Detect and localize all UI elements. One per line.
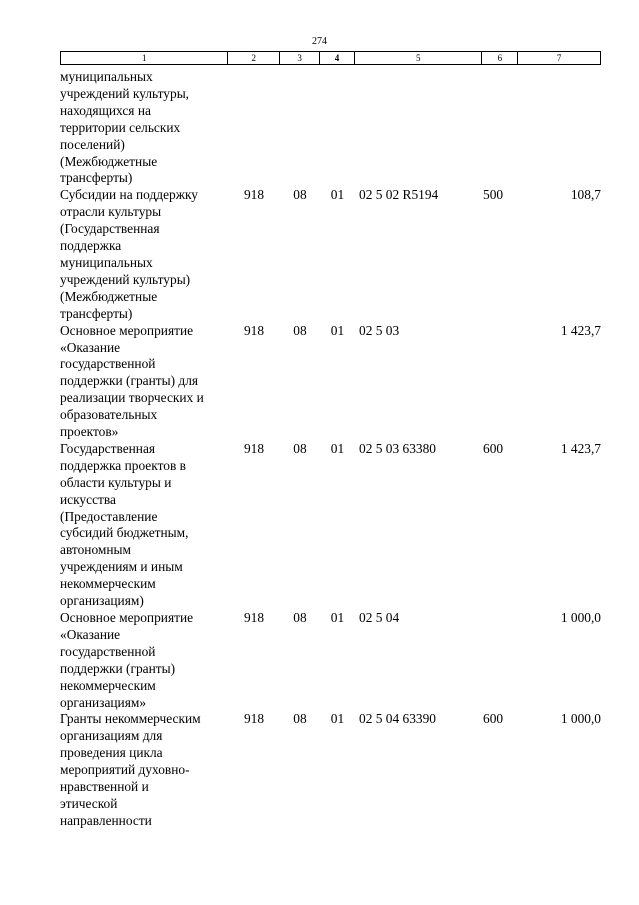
row-name-line: организациям» [60, 694, 147, 710]
row-name-line: отрасли культуры [60, 204, 162, 220]
row-name-line: (Межбюджетные [60, 153, 158, 169]
row-name-line: трансферты) [60, 170, 133, 186]
row-target-code: 02 5 03 [359, 322, 400, 338]
row-section-code: 08 [293, 322, 307, 338]
row-name-line: проектов» [60, 424, 119, 440]
row-name [60, 69, 228, 187]
row-name-line: некоммерческим [60, 677, 156, 693]
header-col-1: 1 [61, 52, 228, 64]
header-col-7: 7 [556, 53, 562, 63]
row-name-line: находящихся на [60, 102, 151, 118]
row-target-code: 02 5 02 R5194 [359, 187, 439, 203]
row-amount: 1 423,7 [560, 440, 601, 456]
row-name-line: проведения цикла [60, 745, 163, 761]
table-row [60, 187, 601, 322]
row-name-line: нравственной и [60, 779, 149, 795]
row-target-code: 02 5 04 63390 [359, 711, 436, 727]
row-subsection-code: 01 [330, 322, 345, 338]
row-name-line: Государственная [60, 440, 156, 456]
page-number: 274 [312, 36, 327, 47]
row-target-code: 02 5 03 63380 [359, 440, 436, 456]
row-name-line: (Межбюджетные [60, 288, 158, 304]
row-name-line: (Предоставление [60, 508, 158, 524]
row-name-line: муниципальных [60, 69, 153, 84]
row-name-line: государственной [60, 643, 156, 659]
header-col-4: 4 [320, 52, 355, 64]
row-name-line: территории сельских [60, 119, 181, 135]
row-admin-code: 918 [243, 440, 265, 456]
row-name-line: Субсидии на поддержку [60, 187, 198, 203]
header-col-6: 6 [482, 52, 518, 64]
row-expense-type: 500 [483, 187, 504, 203]
header-col-5: 5 [355, 52, 483, 64]
row-name-line: искусства [60, 491, 116, 507]
row-name [60, 711, 228, 829]
row-section-code: 08 [293, 187, 307, 203]
row-subsection-code: 01 [330, 440, 345, 456]
row-target-code: 02 5 04 [359, 610, 400, 625]
row-name-line: учреждений культуры) [60, 271, 191, 287]
row-name-line: поддержка [60, 238, 122, 254]
table-row [60, 441, 601, 610]
row-name-line: Основное мероприятие [60, 610, 194, 625]
row-name [60, 610, 228, 711]
row-name-line: некоммерческим [60, 576, 156, 592]
row-name-line: организациям) [60, 593, 144, 609]
row-name-line: субсидий бюджетным, [60, 525, 189, 541]
row-amount: 1 423,7 [560, 322, 601, 338]
row-name-line: области культуры и [60, 474, 172, 490]
row-name-line: трансферты) [60, 305, 133, 321]
table-body [60, 69, 601, 830]
row-name-line: реализации творческих и [60, 390, 204, 406]
row-name-line: автономным [60, 542, 132, 558]
row-name [60, 323, 228, 441]
row-admin-code: 918 [243, 187, 265, 203]
row-name-line: поддержки (гранты) [60, 660, 176, 676]
header-col-2: 2 [228, 52, 280, 64]
row-admin-code: 918 [243, 711, 265, 727]
row-name-line: «Оказание [60, 626, 121, 642]
row-name-line: мероприятий духовно- [60, 762, 190, 778]
table-row [60, 711, 601, 829]
row-name-line: этической [60, 795, 118, 811]
row-name-line: поддержка проектов в [60, 457, 186, 473]
row-section-code: 08 [293, 440, 307, 456]
row-name-line: учреждениям и иным [60, 559, 183, 575]
row-section-code: 08 [293, 610, 307, 625]
row-expense-type: 600 [483, 711, 504, 727]
row-name-line: организациям для [60, 728, 163, 744]
row-subsection-code: 01 [330, 711, 345, 727]
row-name [60, 187, 228, 322]
row-admin-code: 918 [243, 610, 265, 625]
header-col-3: 3 [280, 52, 320, 64]
row-admin-code: 918 [243, 322, 265, 338]
row-amount: 1 000,0 [560, 711, 601, 727]
table-row [60, 69, 601, 187]
row-name-line: образовательных [60, 407, 158, 423]
row-name [60, 441, 228, 610]
row-name-line: муниципальных [60, 254, 153, 270]
row-name-line: поддержки (гранты) для [60, 373, 199, 389]
row-name-line: Основное мероприятие [60, 322, 194, 338]
row-name-line: «Оказание [60, 339, 121, 355]
table-header [60, 51, 601, 65]
table-row [60, 323, 601, 441]
row-amount: 108,7 [570, 187, 601, 203]
row-name-line: поселений) [60, 136, 125, 152]
row-amount: 1 000,0 [560, 610, 601, 625]
row-section-code: 08 [293, 711, 307, 727]
table-row [60, 610, 601, 711]
row-name-line: Гранты некоммерческим [60, 711, 201, 727]
row-expense-type: 600 [483, 440, 504, 456]
row-subsection-code: 01 [330, 610, 345, 625]
row-name-line: (Государственная [60, 221, 160, 237]
row-subsection-code: 01 [330, 187, 345, 203]
row-name-line: государственной [60, 356, 156, 372]
row-name-line: направленности [60, 812, 152, 828]
row-name-line: учреждений культуры, [60, 85, 190, 101]
